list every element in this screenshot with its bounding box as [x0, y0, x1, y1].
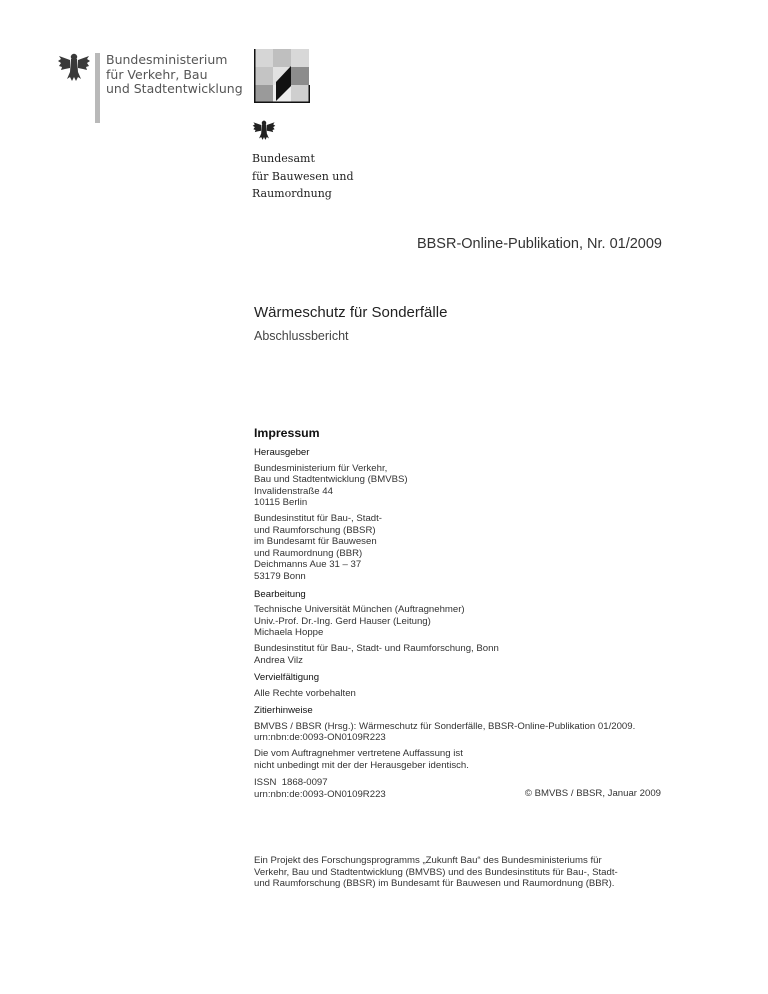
document-subtitle: Abschlussbericht	[254, 329, 349, 343]
citation-line: urn:nbn:de:0093-ON0109R223	[254, 732, 386, 744]
section-bearbeitung	[254, 589, 674, 667]
section-zitierhinweise	[254, 705, 674, 771]
ministry-divider-bar	[95, 53, 100, 123]
address-line: und Raumordnung (BBR)	[254, 547, 363, 559]
address-line: 10115 Berlin	[254, 497, 308, 509]
urn: urn:nbn:de:0093-ON0109R223	[254, 788, 386, 800]
address-line: 53179 Bonn	[254, 570, 306, 582]
contributor-line: Technische Universität München (Auftragnehmer)	[254, 604, 465, 616]
project-footer	[254, 855, 618, 890]
impressum-heading: Impressum	[254, 426, 320, 440]
issn-row	[254, 777, 674, 800]
contributor-line: Univ.-Prof. Dr.-Ing. Gerd Hauser (Leitung)	[254, 615, 431, 627]
bbr-logo	[254, 49, 310, 103]
disclaimer-line: Die vom Auftragnehmer vertretene Auffassung ist	[254, 748, 463, 760]
document-title: Wärmeschutz für Sonderfälle	[254, 304, 448, 321]
footer-line: und Raumforschung (BBSR) im Bundesamt für Bauwesen und Raumordnung (BBR).	[254, 878, 615, 890]
disclaimer-line: nicht unbedingt mit der der Herausgeber identisch.	[254, 759, 469, 771]
section-label: Zitierhinweise	[254, 705, 313, 717]
address-line: Bau und Stadtentwicklung (BMVBS)	[254, 474, 408, 486]
disclaimer-block	[254, 748, 674, 771]
contributor-line: Bundesinstitut für Bau-, Stadt- und Raumforschung, Bonn	[254, 642, 499, 654]
federal-eagle-icon	[252, 118, 276, 142]
section-vervielfaeltigung	[254, 672, 674, 699]
address-block	[254, 513, 674, 583]
citation-line: BMVBS / BBSR (Hrsg.): Wärmeschutz für Sonderfälle, BBSR-Online-Publikation 01/2009.	[254, 720, 636, 732]
address-block	[254, 463, 674, 509]
contributor-line: Michaela Hoppe	[254, 627, 324, 639]
issn: ISSN 1868-0097	[254, 777, 328, 789]
rights-text: Alle Rechte vorbehalten	[254, 687, 356, 699]
bbr-name	[252, 150, 354, 203]
copyright: © BMVBS / BBSR, Januar 2009	[524, 788, 661, 800]
footer-line: Verkehr, Bau und Stadtentwicklung (BMVBS) und des Bundesinstituts für Bau-, Stadt-	[254, 866, 618, 878]
address-line: im Bundesamt für Bauwesen	[254, 536, 377, 548]
contributor-line: Andrea Vilz	[254, 654, 303, 666]
ministry-name-line: für Verkehr, Bau	[106, 66, 208, 82]
contributor-block	[254, 604, 674, 639]
address-line: Bundesinstitut für Bau-, Stadt-	[254, 512, 382, 524]
federal-eagle-icon	[57, 50, 91, 84]
ministry-name	[106, 53, 243, 97]
bbr-name-line: Raumordnung	[252, 187, 332, 200]
contributor-block	[254, 643, 674, 666]
bbr-name-line: für Bauwesen und	[252, 169, 354, 183]
ministry-name-line: Bundesministerium	[106, 52, 228, 67]
section-label: Herausgeber	[254, 447, 310, 458]
ministry-name-line: und Stadtentwicklung	[106, 81, 243, 96]
bbr-name-line: Bundesamt	[252, 152, 315, 165]
impressum	[254, 426, 674, 800]
publication-number: BBSR-Online-Publikation, Nr. 01/2009	[416, 236, 662, 252]
section-label: Bearbeitung	[254, 588, 306, 600]
address-line: Invalidenstraße 44	[254, 485, 333, 497]
citation-block	[254, 721, 674, 744]
address-line: Deichmanns Aue 31 – 37	[254, 559, 362, 571]
footer-line: Ein Projekt des Forschungsprogramms „Zukunft Bau“ des Bundesministeriums für	[254, 855, 602, 866]
address-line: Bundesministerium für Verkehr,	[254, 462, 388, 474]
section-herausgeber	[254, 447, 674, 583]
section-label: Vervielfältigung	[254, 672, 320, 684]
address-line: und Raumforschung (BBSR)	[254, 524, 376, 536]
